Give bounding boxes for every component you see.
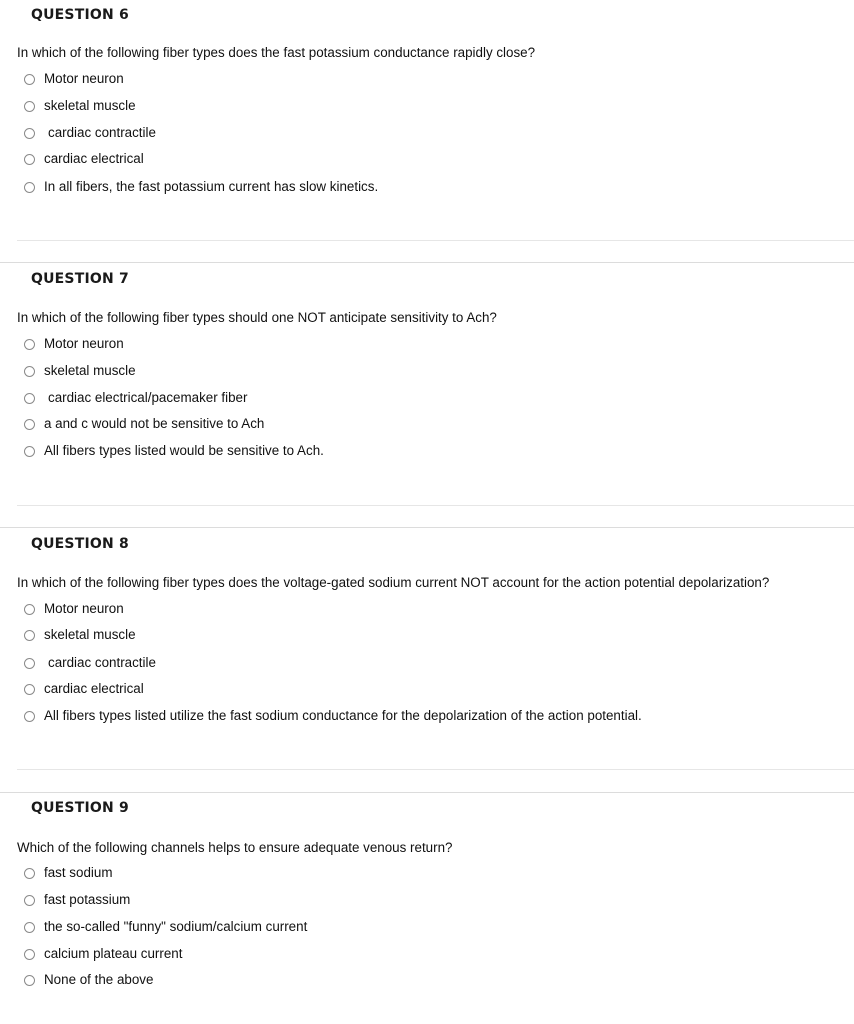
option-label: cardiac electrical xyxy=(44,681,144,696)
radio-button[interactable] xyxy=(24,630,35,641)
option-label: skeletal muscle xyxy=(44,98,136,113)
answer-option-a[interactable] xyxy=(24,601,124,617)
answer-option-e[interactable] xyxy=(24,972,153,988)
question-prompt: Which of the following channels helps to ensure adequate venous return? xyxy=(17,840,453,855)
section-divider xyxy=(17,240,854,241)
section-divider xyxy=(17,769,854,770)
option-label: fast sodium xyxy=(44,865,113,880)
question-title: QUESTION 9 xyxy=(31,800,129,816)
option-label: a and c would not be sensitive to Ach xyxy=(44,416,265,431)
answer-option-a[interactable] xyxy=(24,71,124,87)
radio-button[interactable] xyxy=(24,949,35,960)
radio-button[interactable] xyxy=(24,895,35,906)
option-label: the so-called "funny" sodium/calcium current xyxy=(44,919,308,934)
option-label: calcium plateau current xyxy=(44,946,183,961)
radio-button[interactable] xyxy=(24,74,35,85)
answer-option-a[interactable] xyxy=(24,865,112,881)
radio-button[interactable] xyxy=(24,339,35,350)
question-prompt: In which of the following fiber types does the fast potassium conductance rapidly close? xyxy=(17,45,536,60)
option-label: cardiac electrical/pacemaker fiber xyxy=(48,390,248,405)
option-label: None of the above xyxy=(44,972,154,987)
radio-button[interactable] xyxy=(24,684,35,695)
answer-option-c[interactable] xyxy=(24,125,156,141)
option-label: Motor neuron xyxy=(44,336,124,351)
answer-option-e[interactable] xyxy=(24,708,642,724)
option-label: skeletal muscle xyxy=(44,363,136,378)
answer-option-d[interactable] xyxy=(24,946,182,962)
radio-button[interactable] xyxy=(24,182,35,193)
answer-option-e[interactable] xyxy=(24,179,378,195)
radio-button[interactable] xyxy=(24,101,35,112)
answer-option-d[interactable] xyxy=(24,151,144,167)
radio-button[interactable] xyxy=(24,868,35,879)
radio-button[interactable] xyxy=(24,446,35,457)
section-divider xyxy=(0,527,854,528)
question-title: QUESTION 7 xyxy=(31,271,129,287)
answer-option-b[interactable] xyxy=(24,892,130,908)
section-divider xyxy=(17,505,854,506)
answer-option-c[interactable] xyxy=(24,655,156,671)
answer-option-b[interactable] xyxy=(24,627,136,643)
answer-option-d[interactable] xyxy=(24,681,144,697)
option-label: All fibers types listed would be sensitive to Ach. xyxy=(44,443,324,458)
radio-button[interactable] xyxy=(24,922,35,933)
section-divider xyxy=(0,262,854,263)
option-label: Motor neuron xyxy=(44,601,124,616)
radio-button[interactable] xyxy=(24,154,35,165)
radio-button[interactable] xyxy=(24,711,35,722)
option-label: Motor neuron xyxy=(44,71,124,86)
radio-button[interactable] xyxy=(24,128,35,139)
radio-button[interactable] xyxy=(24,419,35,430)
question-title: QUESTION 8 xyxy=(31,536,129,552)
option-label: cardiac contractile xyxy=(48,655,156,670)
radio-button[interactable] xyxy=(24,975,35,986)
answer-option-b[interactable] xyxy=(24,98,136,114)
radio-button[interactable] xyxy=(24,366,35,377)
option-label: In all fibers, the fast potassium current has slow kinetics. xyxy=(44,179,379,194)
answer-option-e[interactable] xyxy=(24,443,324,459)
question-title: QUESTION 6 xyxy=(31,7,129,23)
option-label: skeletal muscle xyxy=(44,627,136,642)
radio-button[interactable] xyxy=(24,604,35,615)
section-divider xyxy=(0,792,854,793)
question-prompt: In which of the following fiber types should one NOT anticipate sensitivity to Ach? xyxy=(17,310,497,325)
radio-button[interactable] xyxy=(24,658,35,669)
option-label: All fibers types listed utilize the fast sodium conductance for the depolarization of the action potential. xyxy=(44,708,642,723)
answer-option-a[interactable] xyxy=(24,336,124,352)
option-label: cardiac contractile xyxy=(48,125,156,140)
answer-option-d[interactable] xyxy=(24,416,264,432)
option-label: fast potassium xyxy=(44,892,131,907)
answer-option-c[interactable] xyxy=(24,390,247,406)
radio-button[interactable] xyxy=(24,393,35,404)
option-label: cardiac electrical xyxy=(44,151,144,166)
answer-option-b[interactable] xyxy=(24,363,136,379)
question-prompt: In which of the following fiber types does the voltage-gated sodium current NOT account for the action potential depolarization? xyxy=(17,575,770,590)
answer-option-c[interactable] xyxy=(24,919,307,935)
